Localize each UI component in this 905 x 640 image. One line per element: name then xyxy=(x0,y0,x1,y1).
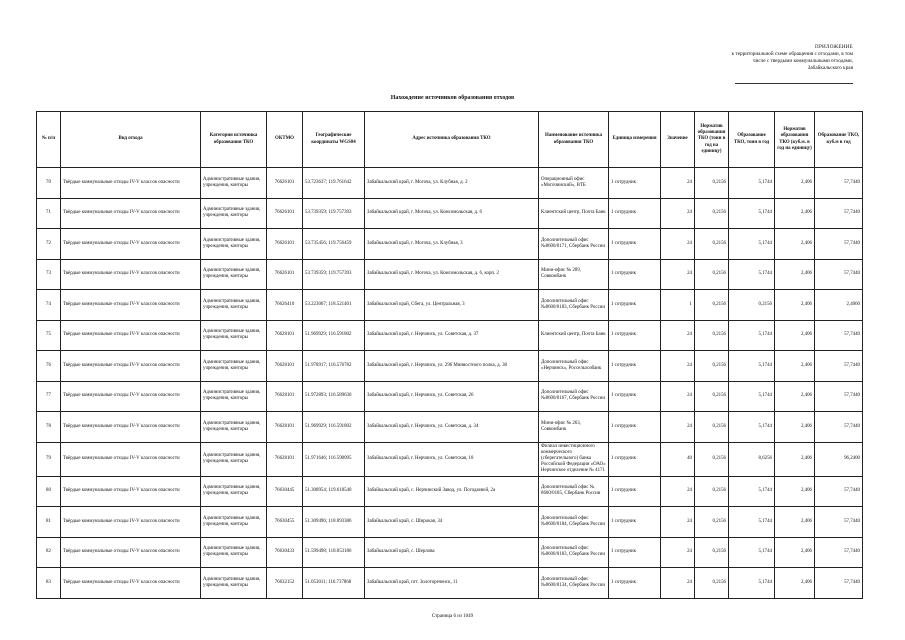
cell-address: Забайкальский край, г. Могоча, ул. Клубная, 3 xyxy=(365,229,539,260)
cell-norm-m3: 2,406 xyxy=(775,229,815,260)
cell-tko-tons: 5,1744 xyxy=(729,568,775,599)
table-row xyxy=(37,290,863,321)
appendix-line: Забайкальского края xyxy=(807,65,853,71)
cell-num: 83 xyxy=(37,568,61,599)
cell-source-name: Дополнительный офис №8600/0184, Сбербанк России xyxy=(539,507,609,538)
header-value: Значение xyxy=(661,112,695,168)
cell-tko-m3: 57,7440 xyxy=(815,476,863,507)
cell-norm-tons: 0,2156 xyxy=(695,198,729,229)
cell-tko-tons: 5,1744 xyxy=(729,507,775,538)
cell-tko-m3: 57,7440 xyxy=(815,198,863,229)
cell-address: Забайкальский край, г. Могоча, ул. Клубная, д. 2 xyxy=(365,168,539,199)
cell-address: Забайкальский край, с. Нерчинский Завод, ул. Погодаевой, 2а xyxy=(365,476,539,507)
cell-tko-m3: 96,2400 xyxy=(815,442,863,476)
cell-norm-tons: 0,2156 xyxy=(695,381,729,412)
table-row xyxy=(37,442,863,476)
table-row xyxy=(37,198,863,229)
cell-value: 24 xyxy=(661,476,695,507)
cell-category: Административные здания, учреждения, конторы xyxy=(201,320,267,351)
table-row xyxy=(37,320,863,351)
cell-value: 24 xyxy=(661,351,695,382)
cell-value: 24 xyxy=(661,537,695,568)
cell-coords: 51.971646; 116.590095 xyxy=(303,442,365,476)
cell-norm-tons: 0,2156 xyxy=(695,259,729,290)
cell-waste-type: Твёрдые коммунальные отходы IV-V классов опасности xyxy=(61,507,201,538)
cell-num: 78 xyxy=(37,412,61,443)
cell-category: Административные здания, учреждения, конторы xyxy=(201,442,267,476)
cell-value: 24 xyxy=(661,507,695,538)
cell-norm-m3: 2,406 xyxy=(775,290,815,321)
cell-address: Забайкальский край, с. Широкая, 34 xyxy=(365,507,539,538)
cell-oktmo: 76628101 xyxy=(267,320,303,351)
cell-unit: 1 сотрудник xyxy=(609,168,661,199)
cell-tko-tons: 5,1744 xyxy=(729,320,775,351)
cell-tko-m3: 57,7440 xyxy=(815,412,863,443)
cell-address: Забайкальский край, г. Нерчинск, ул. Советская, 18 xyxy=(365,442,539,476)
cell-norm-tons: 0,2156 xyxy=(695,320,729,351)
cell-waste-type: Твёрдые коммунальные отходы IV-V классов опасности xyxy=(61,351,201,382)
cell-source-name: Дополнительный офис №8600/0171, Сбербанк России xyxy=(539,229,609,260)
header-address: Адрес источника образования ТКО xyxy=(365,112,539,168)
cell-num: 76 xyxy=(37,351,61,382)
cell-coords: 51.599498; 118.053186 xyxy=(303,537,365,568)
cell-value: 24 xyxy=(661,198,695,229)
cell-tko-tons: 5,1744 xyxy=(729,351,775,382)
cell-norm-m3: 2,406 xyxy=(775,168,815,199)
cell-oktmo: 76632152 xyxy=(267,568,303,599)
cell-value: 24 xyxy=(661,168,695,199)
appendix-underline xyxy=(735,83,853,84)
cell-unit: 1 сотрудник xyxy=(609,290,661,321)
cell-category: Административные здания, учреждения, конторы xyxy=(201,259,267,290)
cell-value: 1 xyxy=(661,290,695,321)
cell-waste-type: Твёрдые коммунальные отходы IV-V классов опасности xyxy=(61,537,201,568)
cell-tko-tons: 5,1744 xyxy=(729,381,775,412)
cell-norm-tons: 0,2156 xyxy=(695,412,729,443)
cell-num: 81 xyxy=(37,507,61,538)
cell-source-name: Клиентский центр, Почта Банк xyxy=(539,320,609,351)
cell-tko-tons: 8,6256 xyxy=(729,442,775,476)
cell-oktmo: 76626101 xyxy=(267,259,303,290)
cell-norm-m3: 2,406 xyxy=(775,198,815,229)
cell-source-name: Клиентский центр, Почта Банк xyxy=(539,198,609,229)
cell-oktmo: 76626101 xyxy=(267,168,303,199)
cell-norm-m3: 2,406 xyxy=(775,442,815,476)
table-row xyxy=(37,537,863,568)
appendix-heading: ПРИЛОЖЕНИЕ xyxy=(815,44,853,50)
cell-norm-tons: 0,2156 xyxy=(695,507,729,538)
cell-num: 80 xyxy=(37,476,61,507)
cell-tko-tons: 5,1744 xyxy=(729,476,775,507)
cell-address: Забайкальский край, г. Могоча, ул. Комсомольская, д. 6 xyxy=(365,198,539,229)
cell-source-name: Операционный офис «Могочинский», ВТБ xyxy=(539,168,609,199)
cell-oktmo: 76628101 xyxy=(267,442,303,476)
table-body xyxy=(37,168,863,599)
page-number: Страница 6 из 1049 xyxy=(431,614,474,619)
cell-oktmo: 76630445 xyxy=(267,476,303,507)
cell-oktmo: 76626101 xyxy=(267,198,303,229)
cell-category: Административные здания, учреждения, конторы xyxy=(201,537,267,568)
waste-sources-table xyxy=(36,111,863,599)
cell-category: Административные здания, учреждения, конторы xyxy=(201,412,267,443)
cell-category: Административные здания, учреждения, конторы xyxy=(201,290,267,321)
cell-norm-tons: 0,2156 xyxy=(695,351,729,382)
cell-category: Административные здания, учреждения, конторы xyxy=(201,351,267,382)
cell-waste-type: Твёрдые коммунальные отходы IV-V классов опасности xyxy=(61,442,201,476)
cell-coords: 51.308954; 119.618540 xyxy=(303,476,365,507)
cell-tko-m3: 57,7440 xyxy=(815,568,863,599)
cell-unit: 1 сотрудник xyxy=(609,568,661,599)
cell-source-name: Дополнительный офис №8600/0167, Сбербанк России xyxy=(539,381,609,412)
cell-category: Административные здания, учреждения, конторы xyxy=(201,198,267,229)
cell-source-name: Мини-офис № 289, Совкомбанк xyxy=(539,259,609,290)
cell-unit: 1 сотрудник xyxy=(609,442,661,476)
cell-waste-type: Твёрдые коммунальные отходы IV-V классов опасности xyxy=(61,320,201,351)
cell-num: 70 xyxy=(37,168,61,199)
table-row xyxy=(37,507,863,538)
cell-norm-m3: 2,406 xyxy=(775,476,815,507)
cell-tko-m3: 57,7440 xyxy=(815,507,863,538)
cell-unit: 1 сотрудник xyxy=(609,351,661,382)
cell-oktmo: 76628101 xyxy=(267,412,303,443)
cell-num: 82 xyxy=(37,537,61,568)
table-row xyxy=(37,412,863,443)
cell-oktmo: 76628101 xyxy=(267,351,303,382)
cell-num: 74 xyxy=(37,290,61,321)
header-tko-m3: Образование ТКО, куб.м в год xyxy=(815,112,863,168)
cell-tko-m3: 57,7440 xyxy=(815,229,863,260)
cell-category: Административные здания, учреждения, конторы xyxy=(201,476,267,507)
cell-source-name: Филиал инвестиционного коммерческого (сберегательного) банка Российской Федерации «ОАО» Нерчинское отделение № 4171 xyxy=(539,442,609,476)
cell-value: 24 xyxy=(661,381,695,412)
cell-tko-tons: 5,1744 xyxy=(729,259,775,290)
cell-value: 24 xyxy=(661,259,695,290)
cell-norm-tons: 0,2156 xyxy=(695,476,729,507)
cell-unit: 1 сотрудник xyxy=(609,476,661,507)
cell-norm-tons: 0,2156 xyxy=(695,168,729,199)
cell-tko-tons: 5,1744 xyxy=(729,537,775,568)
table-row xyxy=(37,351,863,382)
cell-norm-tons: 0,2156 xyxy=(695,442,729,476)
cell-unit: 1 сотрудник xyxy=(609,259,661,290)
cell-oktmo: 76628101 xyxy=(267,381,303,412)
cell-coords: 51.969929; 116.591802 xyxy=(303,412,365,443)
cell-tko-m3: 57,7440 xyxy=(815,537,863,568)
header-norm-m3: Норматив образования ТКО (куб.м. в год на единицу) xyxy=(775,112,815,168)
cell-norm-tons: 0,2156 xyxy=(695,537,729,568)
cell-address: Забайкальский край, г. Могоча, ул. Комсомольская, д. 6, корп. 2 xyxy=(365,259,539,290)
cell-coords: 53.223067; 118.521401 xyxy=(303,290,365,321)
cell-category: Административные здания, учреждения, конторы xyxy=(201,507,267,538)
appendix-block xyxy=(613,44,853,72)
cell-norm-m3: 2,406 xyxy=(775,381,815,412)
cell-category: Административные здания, учреждения, конторы xyxy=(201,568,267,599)
cell-unit: 1 сотрудник xyxy=(609,381,661,412)
cell-tko-m3: 57,7440 xyxy=(815,259,863,290)
cell-source-name: Дополнительный офис № 8600/0185, Сбербанк России xyxy=(539,476,609,507)
cell-waste-type: Твёрдые коммунальные отходы IV-V классов опасности xyxy=(61,412,201,443)
cell-coords: 53.735456; 119.756459 xyxy=(303,229,365,260)
cell-coords: 53.739359; 119.757393 xyxy=(303,198,365,229)
cell-address: Забайкальский край, г. Нерчинск, ул. Советская, д. 37 xyxy=(365,320,539,351)
cell-unit: 1 сотрудник xyxy=(609,198,661,229)
cell-source-name: Дополнительный офис №8600/0134, Сбербанк России xyxy=(539,568,609,599)
cell-tko-tons: 5,1744 xyxy=(729,412,775,443)
cell-coords: 51.978917; 116.576782 xyxy=(303,351,365,382)
table-row xyxy=(37,168,863,199)
cell-source-name: Дополнительный офис №8600/0183, Сбербанк России xyxy=(539,537,609,568)
table-header-row xyxy=(37,112,863,168)
cell-coords: 53.723637; 119.761642 xyxy=(303,168,365,199)
cell-norm-tons: 0,2156 xyxy=(695,568,729,599)
cell-value: 24 xyxy=(661,412,695,443)
cell-norm-m3: 2,406 xyxy=(775,412,815,443)
cell-unit: 1 сотрудник xyxy=(609,412,661,443)
cell-norm-m3: 2,406 xyxy=(775,568,815,599)
cell-num: 72 xyxy=(37,229,61,260)
cell-tko-m3: 57,7440 xyxy=(815,351,863,382)
cell-waste-type: Твёрдые коммунальные отходы IV-V классов опасности xyxy=(61,198,201,229)
cell-tko-tons: 5,1744 xyxy=(729,229,775,260)
cell-waste-type: Твёрдые коммунальные отходы IV-V классов опасности xyxy=(61,229,201,260)
table-row xyxy=(37,229,863,260)
cell-norm-m3: 2,406 xyxy=(775,351,815,382)
cell-norm-m3: 2,406 xyxy=(775,507,815,538)
cell-num: 79 xyxy=(37,442,61,476)
header-unit: Единица измерения xyxy=(609,112,661,168)
cell-num: 75 xyxy=(37,320,61,351)
cell-tko-m3: 57,7440 xyxy=(815,320,863,351)
cell-value: 40 xyxy=(661,442,695,476)
cell-address: Забайкальский край, г. Нерчинск, ул. Советская, д. 34 xyxy=(365,412,539,443)
cell-num: 77 xyxy=(37,381,61,412)
cell-category: Административные здания, учреждения, конторы xyxy=(201,381,267,412)
appendix-line: к территориальной схеме обращения с отходами, в том xyxy=(731,51,853,57)
header-waste-type: Вид отхода xyxy=(61,112,201,168)
cell-unit: 1 сотрудник xyxy=(609,537,661,568)
cell-coords: 51.969929; 116.591802 xyxy=(303,320,365,351)
header-norm-tons: Норматив образования ТКО (тонн в год на единицу) xyxy=(695,112,729,168)
cell-unit: 1 сотрудник xyxy=(609,507,661,538)
cell-norm-m3: 2,406 xyxy=(775,537,815,568)
cell-oktmo: 76630433 xyxy=(267,537,303,568)
cell-value: 24 xyxy=(661,320,695,351)
header-coords: Географические координаты WGS84 xyxy=(303,112,365,168)
cell-coords: 53.739359; 119.757393 xyxy=(303,259,365,290)
cell-norm-m3: 2,406 xyxy=(775,320,815,351)
cell-tko-m3: 57,7440 xyxy=(815,168,863,199)
header-source-name: Наименование источника образования ТКО xyxy=(539,112,609,168)
cell-source-name: Дополнительный офис №8600/0183, Сбербанк России xyxy=(539,290,609,321)
cell-waste-type: Твёрдые коммунальные отходы IV-V классов опасности xyxy=(61,381,201,412)
cell-waste-type: Твёрдые коммунальные отходы IV-V классов опасности xyxy=(61,568,201,599)
cell-oktmo: 76626410 xyxy=(267,290,303,321)
cell-num: 73 xyxy=(37,259,61,290)
cell-coords: 51.972893; 116.589630 xyxy=(303,381,365,412)
cell-coords: 51.053011; 116.737868 xyxy=(303,568,365,599)
cell-tko-tons: 5,1744 xyxy=(729,198,775,229)
cell-tko-m3: 2,4060 xyxy=(815,290,863,321)
cell-address: Забайкальский край, г. Нерчинск, ул. 296 Минвостного полка, д. 38 xyxy=(365,351,539,382)
cell-unit: 1 сотрудник xyxy=(609,320,661,351)
cell-oktmo: 76626101 xyxy=(267,229,303,260)
cell-tko-tons: 0,2156 xyxy=(729,290,775,321)
header-category: Категория источника образования ТКО xyxy=(201,112,267,168)
cell-address: Забайкальский край, с. Шерлова xyxy=(365,537,539,568)
cell-num: 71 xyxy=(37,198,61,229)
header-num: № п/п xyxy=(37,112,61,168)
cell-address: Забайкальский край, Сбега, ул. Центральная, 3 xyxy=(365,290,539,321)
cell-coords: 51.309496; 118.093386 xyxy=(303,507,365,538)
cell-address: Забайкальский край, г. Нерчинск, ул. Советская, 26 xyxy=(365,381,539,412)
cell-norm-m3: 2,406 xyxy=(775,259,815,290)
cell-category: Административные здания, учреждения, конторы xyxy=(201,229,267,260)
cell-address: Забайкальский край, пгт. Золотореченск, 11 xyxy=(365,568,539,599)
header-oktmo: ОКТМО xyxy=(267,112,303,168)
cell-source-name: Дополнительный офис «Нерчинск», Россельхозбанк xyxy=(539,351,609,382)
cell-waste-type: Твёрдые коммунальные отходы IV-V классов опасности xyxy=(61,168,201,199)
table-row xyxy=(37,381,863,412)
cell-tko-m3: 57,7440 xyxy=(815,381,863,412)
cell-waste-type: Твёрдые коммунальные отходы IV-V классов опасности xyxy=(61,259,201,290)
appendix-line: числе с твердыми коммунальными отходами, xyxy=(752,58,853,64)
cell-value: 24 xyxy=(661,568,695,599)
cell-tko-tons: 5,1744 xyxy=(729,168,775,199)
cell-norm-tons: 0,2156 xyxy=(695,229,729,260)
cell-oktmo: 76630455 xyxy=(267,507,303,538)
table-row xyxy=(37,476,863,507)
document-title: Нахождение источников образования отходов xyxy=(390,95,515,101)
table-row xyxy=(37,568,863,599)
table-row xyxy=(37,259,863,290)
cell-value: 24 xyxy=(661,229,695,260)
cell-source-name: Мини-офис № 263, Совкомбанк xyxy=(539,412,609,443)
cell-unit: 1 сотрудник xyxy=(609,229,661,260)
header-tko-tons: Образование ТКО, тонн в год xyxy=(729,112,775,168)
cell-waste-type: Твёрдые коммунальные отходы IV-V классов опасности xyxy=(61,290,201,321)
cell-waste-type: Твёрдые коммунальные отходы IV-V классов опасности xyxy=(61,476,201,507)
cell-norm-tons: 0,2156 xyxy=(695,290,729,321)
cell-category: Административные здания, учреждения, конторы xyxy=(201,168,267,199)
